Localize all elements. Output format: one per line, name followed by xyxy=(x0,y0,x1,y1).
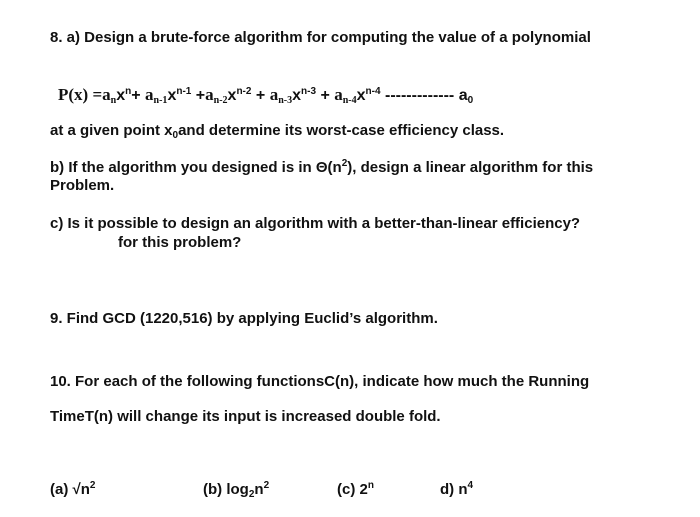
poly-sub: n-3 xyxy=(278,95,293,106)
poly-coef: a xyxy=(205,85,214,104)
point-sub: 0 xyxy=(172,130,179,141)
option-b-sub: 2 xyxy=(248,489,255,500)
question-8c-line2: for this problem? xyxy=(118,234,242,251)
option-b-exp: 2 xyxy=(263,480,270,491)
b-text: b) If the algorithm you designed is in Θ(n xyxy=(50,159,342,176)
question-8a-point-line xyxy=(50,122,504,140)
poly-plus: + xyxy=(251,87,270,104)
point-text: at a given point x xyxy=(50,122,173,139)
poly-lhs: P(x) = xyxy=(58,85,103,104)
poly-coef: a xyxy=(102,85,111,104)
poly-coef: a xyxy=(145,85,154,104)
option-b xyxy=(203,481,269,499)
poly-dashes: ------------- xyxy=(380,87,459,104)
question-8c-line1: c) Is it possible to design an algorithm with a better-than-linear efficiency? xyxy=(50,215,581,232)
poly-coef: a xyxy=(269,85,279,104)
option-b-mid: n xyxy=(254,481,264,498)
poly-plus: + xyxy=(316,87,335,104)
question-8a-text: 8. a) Design a brute-force algorithm for computing the value of a polynomial xyxy=(50,29,591,46)
question-8b-line2: Problem. xyxy=(50,177,115,194)
option-b-label: (b) log xyxy=(203,481,249,498)
b-exp: 2 xyxy=(341,158,348,169)
poly-coef: a xyxy=(458,87,468,104)
poly-exp: n-2 xyxy=(236,86,252,97)
option-c xyxy=(337,481,374,499)
option-a-exp: 2 xyxy=(89,480,96,491)
poly-exp: n-4 xyxy=(365,86,381,97)
b-text-rest: ), design a linear algorithm for this xyxy=(347,159,594,176)
poly-coef: a xyxy=(334,85,343,104)
poly-sub: n-1 xyxy=(153,95,168,106)
option-d-label: d) n xyxy=(440,481,468,498)
option-d-exp: 4 xyxy=(467,480,474,491)
question-10-line2: TimeT(n) will change its input is increased double fold. xyxy=(50,408,441,425)
poly-sub: n xyxy=(110,95,117,106)
question-9-text: 9. Find GCD (1220,516) by applying Euclid’s algorithm. xyxy=(50,310,438,327)
poly-sub: n-4 xyxy=(342,95,357,106)
option-c-exp: n xyxy=(367,480,374,491)
point-text-rest: and determine its worst-case efficiency class. xyxy=(178,122,505,139)
poly-plus: + xyxy=(131,87,146,104)
question-8b-line1 xyxy=(50,159,593,177)
poly-x: x xyxy=(167,87,177,104)
poly-exp: n xyxy=(125,86,132,97)
polynomial-formula xyxy=(58,85,473,105)
poly-sub: 0 xyxy=(467,95,474,106)
poly-x: x xyxy=(116,87,126,104)
poly-exp: n-3 xyxy=(301,86,316,97)
poly-x: x xyxy=(227,87,237,104)
option-a-label: (a) √n xyxy=(50,481,90,498)
option-c-label: (c) 2 xyxy=(337,481,368,498)
option-a xyxy=(50,481,95,499)
poly-sub: n-2 xyxy=(213,95,228,106)
poly-plus: + xyxy=(191,87,206,104)
poly-exp: n-1 xyxy=(176,86,192,97)
option-d xyxy=(440,481,473,499)
question-10-line1: 10. For each of the following functionsC(n), indicate how much the Running xyxy=(50,373,590,390)
poly-x: x xyxy=(292,87,301,104)
poly-x: x xyxy=(356,87,366,104)
